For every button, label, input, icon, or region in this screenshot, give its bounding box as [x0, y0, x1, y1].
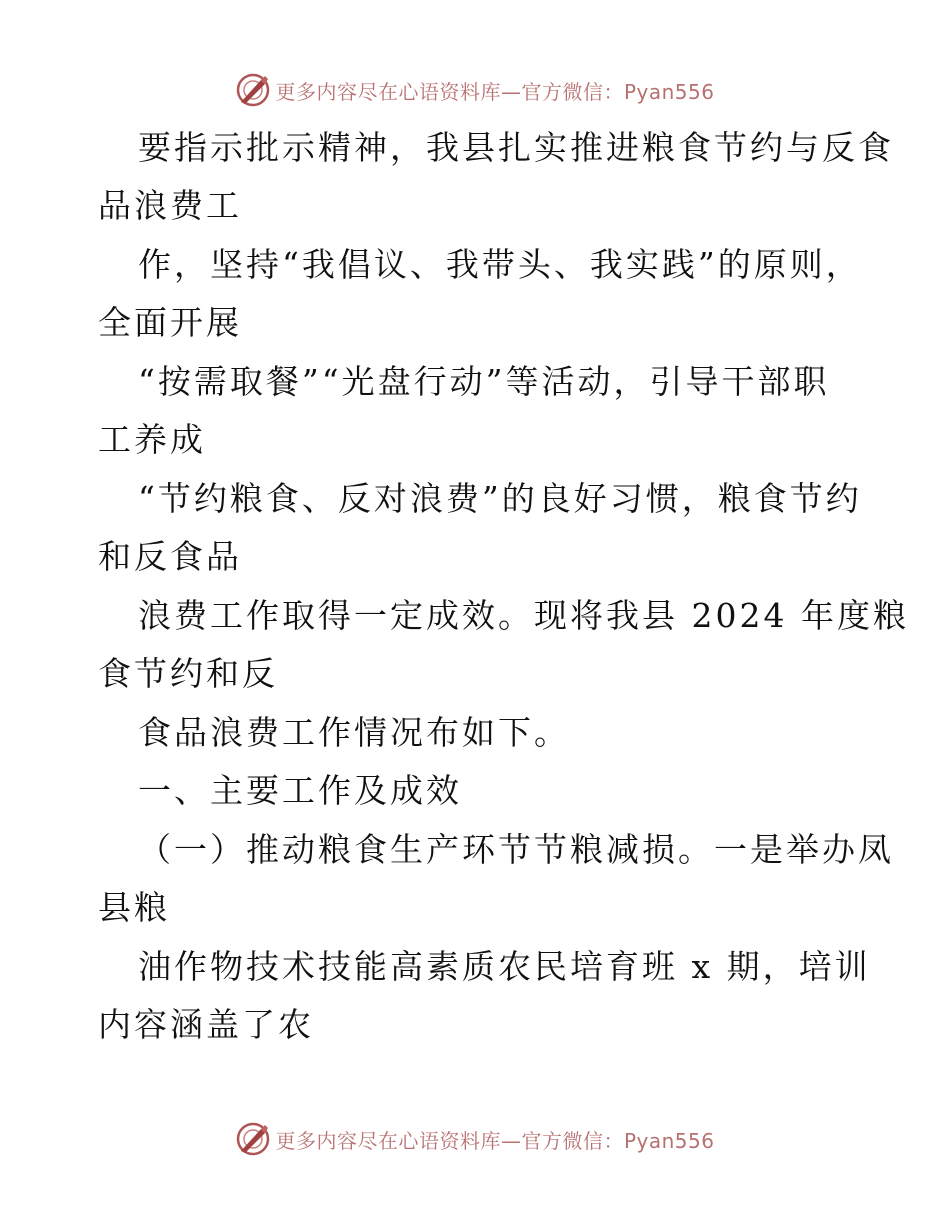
body-line-3: 作，坚持“我倡议、我带头、我实践”的原则，	[138, 245, 862, 284]
footer-watermark-banner	[0, 1119, 950, 1159]
header-watermark-banner	[0, 70, 950, 110]
body-line-9: 浪费工作取得一定成效。现将我县 2024 年度粮	[138, 596, 909, 635]
body-line-16: 内容涵盖了农	[98, 1005, 314, 1044]
pen-logo-icon	[235, 1121, 271, 1157]
body-line-10: 食节约和反	[98, 654, 278, 693]
section-heading: 一、主要工作及成效	[138, 771, 462, 810]
body-line-1: 要指示批示精神，我县扎实推进粮食节约与反食	[138, 128, 894, 167]
footer-banner-inner	[235, 1121, 714, 1157]
body-line-8: 和反食品	[98, 537, 242, 576]
pen-logo-icon	[235, 72, 271, 108]
header-banner-text: 更多内容尽在心语资料库—官方微信：Pyan556	[275, 79, 715, 104]
body-line-4: 全面开展	[98, 303, 242, 342]
body-line-5: “按需取餐”“光盘行动”等活动，引导干部职	[138, 362, 830, 401]
body-line-13: （一）推动粮食生产环节节粮减损。一是举办凤	[138, 830, 894, 869]
body-line-15: 油作物技术技能高素质农民培育班 x 期，培训	[138, 947, 871, 986]
body-line-2: 品浪费工	[98, 186, 242, 225]
header-banner-inner	[235, 72, 714, 108]
body-line-11: 食品浪费工作情况布如下。	[138, 713, 570, 752]
body-line-14: 县粮	[98, 888, 170, 927]
footer-banner-text: 更多内容尽在心语资料库—官方微信：Pyan556	[275, 1128, 715, 1153]
body-line-7: “节约粮食、反对浪费”的良好习惯，粮食节约	[138, 479, 862, 518]
body-line-6: 工养成	[98, 420, 206, 459]
